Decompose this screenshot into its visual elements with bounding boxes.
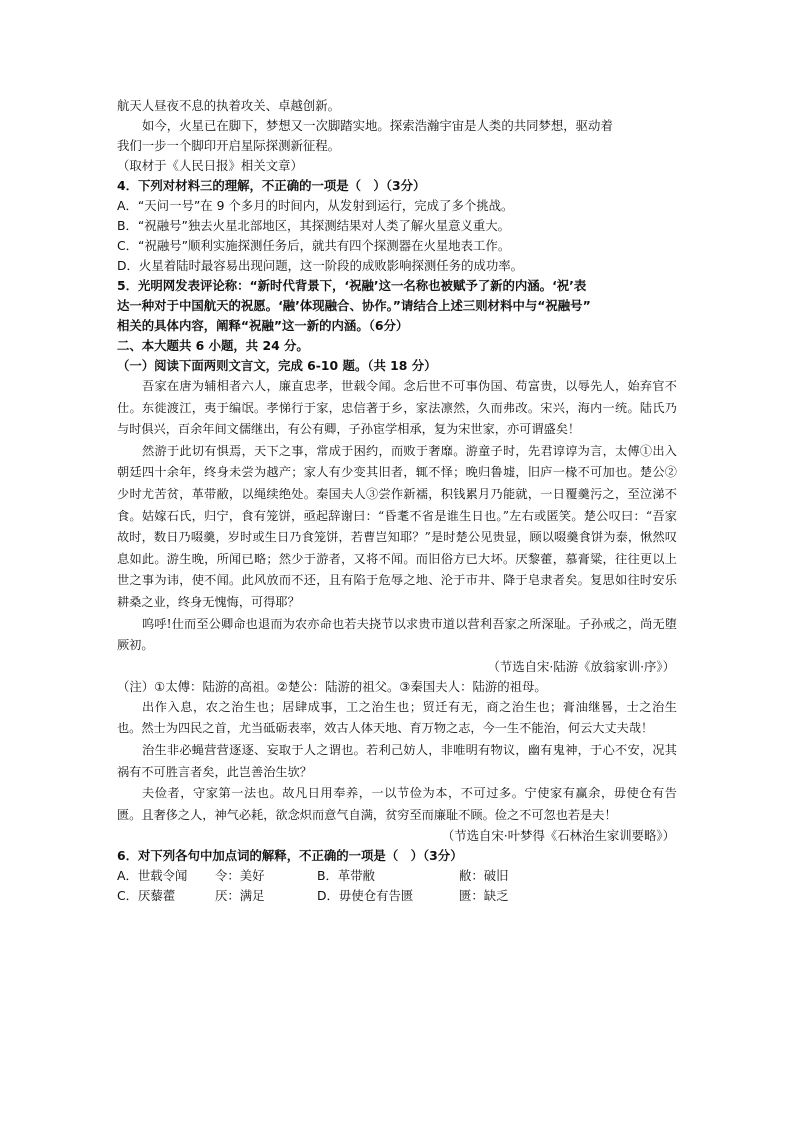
option-c-phrase: C．厌藜藿 <box>117 888 176 904</box>
question-4-stem: 4．下列对材料三的理解，不正确的一项是（ ）（3分） <box>117 178 426 193</box>
option-b-phrase: B．革带敝 <box>317 868 376 884</box>
passage-1-notes: （注）①太傅：陆游的高祖。②楚公：陆游的祖父。③秦国夫人：陆游的祖母。 <box>117 678 547 694</box>
material-3-closing: 我们一步一个脚印开启星际探测新征程。 <box>117 138 341 153</box>
source-citation: （取材于《人民日报》相关文章） <box>117 158 303 173</box>
material-3-closing: 航天人昼夜不息的执着攻关、卓越创新。 <box>117 98 341 113</box>
passage-2-paragraph: 夫俭者，守家第一法也。故凡日用奉养，一以节俭为本，不可过多。宁使家有赢余，毋使仓有告匮。且奢侈之人，神气必耗，欲念炽而意气自满，贫穷至而廉耻不顾。俭之不可忽也若是夫！ <box>117 786 677 822</box>
question-5-line: 达一种对于中国航天的祝愿。‘融’体现融合、协作。”请结合上述三则材料中与“祝融号” <box>117 298 591 313</box>
passage-2-source: （节选自宋·叶梦得《石林治生家训要略》） <box>441 828 675 844</box>
question-4-option-d: D．火星着陆时最容易出现问题，这一阶段的成败影响探测任务的成功率。 <box>117 258 524 273</box>
passage-2-paragraph: 出作入息，农之治生也；居肆成事，工之治生也；贸迁有无，商之治生也；膏油继晷，士之治生也。然士为四民之首，尤当砥砺表率，效古人体天地、育万物之志，今一生不能治，何云大丈夫哉！ <box>117 699 677 736</box>
option-c-gloss: 厌：满足 <box>215 888 265 904</box>
material-3-closing: 如今，火星已在脚下，梦想又一次脚踏实地。探索浩瀚宇宙是人类的共同梦想，驱动着 <box>142 118 613 133</box>
passage-1-paragraph: 呜呼!仕而至公卿命也退而为农亦命也若夫挠节以求贵市道以营利吾家之所深耻。子孙戒之，尚无堕厥初。 <box>117 616 677 653</box>
option-a-phrase: A．世载令闻 <box>117 868 188 884</box>
passage-2-paragraph: 治生非必蝇营营逐逐、妄取于人之谓也。若利己妨人，非唯明有物议，幽有鬼神，于心不安，况其祸有不可胜言者矣，此岂善治生欤？ <box>117 742 677 779</box>
question-5-line: 相关的具体内容，阐释“祝融”这一新的内涵。（6分） <box>117 318 409 333</box>
question-6-stem: 6．对下列各句中加点词的解释，不正确的一项是（ ）（3分） <box>117 848 463 864</box>
option-b-gloss: 敝：破旧 <box>459 868 509 884</box>
question-5-line: 5．光明网发表评论称：“新时代背景下，‘祝融’这一名称也被赋予了新的内涵。‘祝’表 <box>117 278 587 293</box>
option-d-phrase: D．毋使仓有告匮 <box>317 888 414 904</box>
question-6-options-row <box>117 866 677 886</box>
option-d-gloss: 匮：缺乏 <box>459 888 509 904</box>
section-heading: 二、本大题共 6 小题，共 24 分。 <box>117 338 309 353</box>
question-4-option-c: C．“祝融号”顺利实施探测任务后，就共有四个探测器在火星地表工作。 <box>117 238 511 253</box>
subsection-heading: （一）阅读下面两则文言文，完成 6-10 题。（共 18 分） <box>117 358 437 373</box>
option-a-gloss: 令：美好 <box>215 868 265 884</box>
passage-1-paragraph: 吾家在唐为辅相者六人，廉直忠孝，世载令闻。念后世不可事伪国、苟富贵，以辱先人，始弃官不仕。东徙渡江，夷于编氓。孝悌行于家，忠信著于乡，家法凛然，久而弗改。宋兴，海内一统。陆氏乃与时俱兴，百余年间文儒继出，有公有卿，子孙宦学相承，复为宋世家，亦可谓盛矣！ <box>117 379 677 437</box>
exam-page <box>117 96 677 906</box>
passage-1-source: （节选自宋·陆游《放翁家训·序》） <box>487 658 675 674</box>
question-6-options-row <box>117 886 677 906</box>
question-4-option-a: A．“天问一号”在 9 个多月的时间内，从发射到运行，完成了多个挑战。 <box>117 198 514 213</box>
question-4-option-b: B．“祝融号”独去火星北部地区，其探测结果对人类了解火星意义重大。 <box>117 218 511 233</box>
passage-1-paragraph: 然游于此切有惧焉，天下之事，常成于困约，而败于奢靡。游童子时，先君谆谆为言，太傅①出入朝廷四十余年，终身未尝为越产；家人有少变其旧者，辄不怿；晚归鲁墟，旧庐一椽不可加也。楚公②少时尤苦贫，革带敝，以绳续绝处。秦国夫人③尝作新襦，积钱累月乃能就，一日覆羹污之，至泣涕不食。姑嫁石氏，归宁，食有笼饼，亟起辞谢曰：“昏耄不省是谁生日也。”左右或匿笑。楚公叹曰：“吾家故时，数日乃啜羹，岁时或生日乃食笼饼，若曹岂知耶？”是时楚公见贵显，顾以啜羹食饼为泰，愀然叹息如此。游生晚，所闻已略；然少于游者，又将不闻。而旧俗方已大坏。厌黎藿，慕膏粱，往往更以上世之事为讳，使不闻。此风放而不还，且有陷于危辱之地、沦于市井、降于皂隶者矣。复思如往时安乐耕桑之业，终身无愧悔，可得耶？ <box>117 443 677 609</box>
